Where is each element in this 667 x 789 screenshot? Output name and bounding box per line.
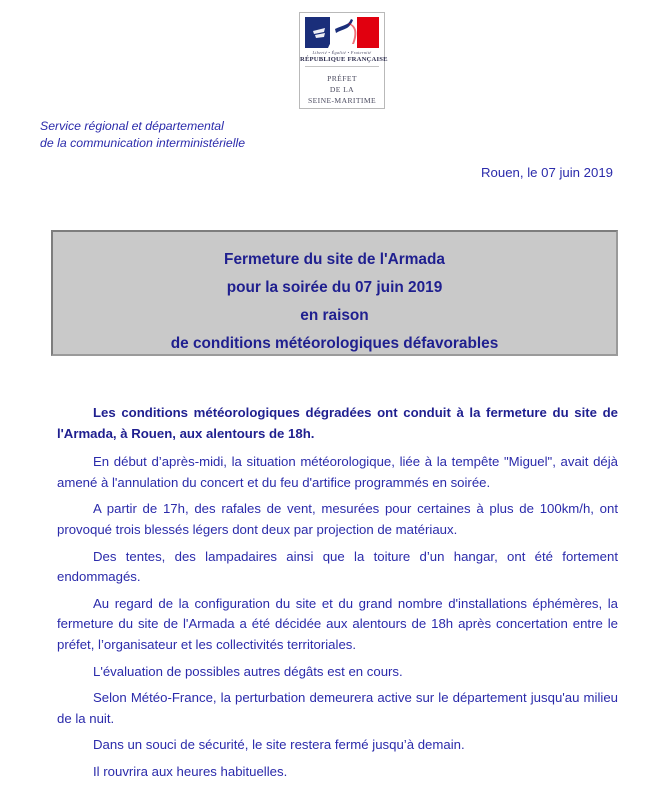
prefecture-line-1: PRÉFET <box>327 74 357 83</box>
prefecture-line-2: DE LA <box>329 85 355 94</box>
title-line-3: en raison <box>300 307 369 324</box>
service-header-line-1: Service régional et départemental <box>40 119 224 133</box>
body-paragraph: Les conditions météorologiques dégradées ont conduit à la fermeture du site de l'Armada, à Rouen, aux alentours de 18h. <box>57 405 618 441</box>
title-line-1: Fermeture du site de l'Armada <box>224 251 445 268</box>
title-line-2: pour la soirée du 07 juin 2019 <box>226 279 443 296</box>
republic-motto: Liberté • Égalité • Fraternité <box>312 50 372 55</box>
service-header-line-2: de la communication interministérielle <box>40 135 246 150</box>
body-paragraph: En début d’après-midi, la situation météorologique, liée à la tempête "Miguel", avait déjà amené à l'annulation du concert et du feu d'artifice programmés en soirée. <box>57 454 618 490</box>
body-paragraph: Des tentes, des lampadaires ainsi que la toiture d’un hangar, ont été fortement endommagés. <box>57 548 618 585</box>
document-body <box>57 403 618 789</box>
body-paragraph: Il rouvrira aux heures habituelles. <box>93 763 288 779</box>
logo-divider <box>305 66 379 67</box>
service-header <box>40 118 245 151</box>
prefecture-line-3: SEINE-MARITIME <box>307 96 377 105</box>
document-title-box <box>51 230 618 356</box>
body-paragraph: Dans un souci de sécurité, le site restera fermé jusqu’à demain. <box>93 737 465 753</box>
title-line-4: de conditions météorologiques défavorables <box>170 335 499 352</box>
french-flag-marianne-icon <box>305 17 379 48</box>
body-paragraph: Au regard de la configuration du site et du grand nombre d'installations éphémères, la fermeture du site de l'Armada a été décidée aux alentours de 18h après concertation entre le préfet, l’organisateur et les collectivités territoriales. <box>57 595 618 652</box>
body-paragraph: Selon Météo-France, la perturbation demeurera active sur le département jusqu'au milieu de la nuit. <box>57 690 618 726</box>
republic-emblem-logo <box>299 12 388 109</box>
body-paragraph: A partir de 17h, des rafales de vent, mesurées pour certaines à plus de 100km/h, ont provoqué trois blessés légers dont deux par projection de matériaux. <box>57 501 618 537</box>
republique-francaise-label: RÉPUBLIQUE FRANÇAISE <box>300 56 388 63</box>
body-paragraph: L'évaluation de possibles autres dégâts est en cours. <box>93 663 403 679</box>
date-line: Rouen, le 07 juin 2019 <box>481 165 613 180</box>
prefecture-block <box>300 73 384 106</box>
